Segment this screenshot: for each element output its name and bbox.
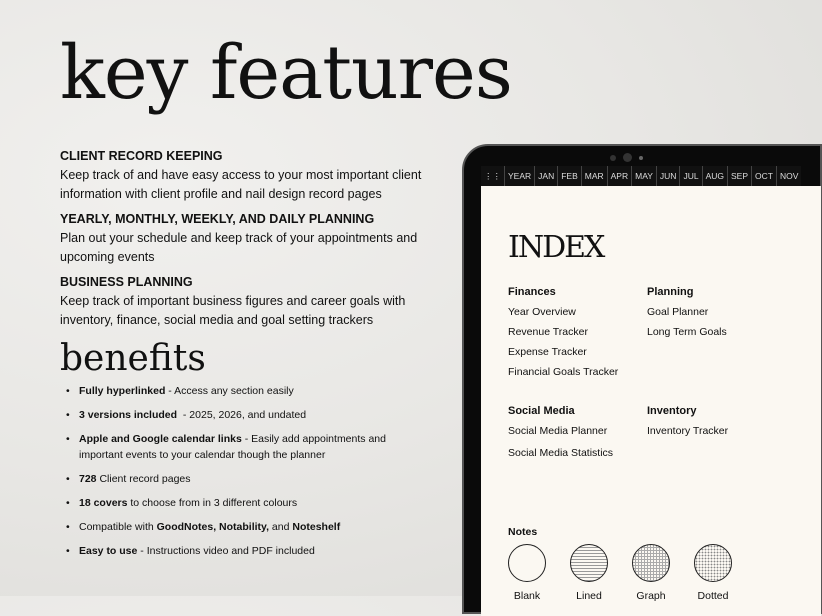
benefit-text: - Access any section easily xyxy=(165,385,294,397)
feature-heading: YEARLY, MONTHLY, WEEKLY, AND DAILY PLANNING xyxy=(60,212,375,226)
benefit-text: - 2025, 2026, and undated xyxy=(177,409,307,421)
section-heading: Inventory xyxy=(647,405,697,417)
planning-section xyxy=(647,286,727,342)
dotted-circle-icon xyxy=(694,544,732,582)
feature-text: Keep track of and have easy access to your most important client information with client profile and nail design record pages xyxy=(60,168,422,201)
tab-aug[interactable]: AUG xyxy=(702,166,727,186)
finances-section xyxy=(508,286,618,382)
benefit-bold: 18 covers xyxy=(79,497,128,509)
lined-circle-icon xyxy=(570,544,608,582)
index-link[interactable]: Long Term Goals xyxy=(647,326,727,338)
benefits-title: benefits xyxy=(60,338,206,379)
tablet-screen xyxy=(481,186,821,616)
left-column xyxy=(60,148,460,567)
feature-text: Keep track of important business figures and career goals with inventory, finance, social media and goal setting trackers xyxy=(60,294,406,327)
graph-circle-icon xyxy=(632,544,670,582)
benefit-bold: 3 versions included xyxy=(79,409,178,421)
feature-heading: BUSINESS PLANNING xyxy=(60,275,193,289)
tab-jun[interactable]: JUN xyxy=(656,166,680,186)
grid-menu-icon[interactable]: ⋮⋮ xyxy=(484,171,501,181)
tab-jul[interactable]: JUL xyxy=(679,166,701,186)
tab-sep[interactable]: SEP xyxy=(727,166,751,186)
tab-apr[interactable]: APR xyxy=(607,166,631,186)
note-label: Lined xyxy=(576,590,602,602)
benefit-bold: Noteshelf xyxy=(292,521,341,533)
inventory-section xyxy=(647,405,728,441)
notes-graph[interactable] xyxy=(629,544,673,602)
list-item xyxy=(66,471,426,487)
feature-heading: CLIENT RECORD KEEPING xyxy=(60,149,223,163)
benefit-text: - Instructions video and PDF included xyxy=(137,545,315,557)
tab-year[interactable]: YEAR xyxy=(504,166,534,186)
benefit-text: to choose from in 3 different colours xyxy=(127,497,298,509)
benefit-bold: GoodNotes, Notability, xyxy=(156,521,270,533)
list-item xyxy=(66,519,426,535)
tab-mar[interactable]: MAR xyxy=(581,166,607,186)
note-label: Blank xyxy=(513,590,541,602)
benefit-text: Client record pages xyxy=(96,473,191,485)
feature-text: Plan out your schedule and keep track of your appointments and upcoming events xyxy=(60,231,418,264)
section-heading: Social Media xyxy=(508,405,575,417)
notes-dotted[interactable] xyxy=(691,544,735,602)
index-link[interactable]: Year Overview xyxy=(508,306,576,318)
tab-jan[interactable]: JAN xyxy=(534,166,557,186)
page-title: key features xyxy=(60,30,512,116)
benefit-bold: 728 xyxy=(79,473,97,485)
note-label: Dotted xyxy=(697,590,729,602)
social-section xyxy=(508,405,613,463)
tab-feb[interactable]: FEB xyxy=(557,166,581,186)
notes-lined[interactable] xyxy=(567,544,611,602)
benefits-list xyxy=(66,383,426,567)
tablet-mockup xyxy=(462,144,822,614)
month-tab-bar xyxy=(481,166,801,186)
camera-icon xyxy=(610,153,643,162)
feature-business xyxy=(60,274,460,330)
index-link[interactable]: Revenue Tracker xyxy=(508,326,588,338)
tab-nov[interactable]: NOV xyxy=(776,166,801,186)
benefit-text: and xyxy=(269,521,293,533)
list-item xyxy=(66,495,426,511)
index-link[interactable]: Social Media Statistics xyxy=(508,447,614,459)
tab-may[interactable]: MAY xyxy=(631,166,656,186)
benefit-text: - Easily add appointments and important events to your calendar though the planner xyxy=(79,433,386,461)
note-label: Graph xyxy=(636,590,666,602)
section-heading: Planning xyxy=(647,286,694,298)
benefit-bold: Apple and Google calendar links xyxy=(79,433,242,445)
list-item xyxy=(66,543,426,559)
index-link[interactable]: Goal Planner xyxy=(647,306,709,318)
index-link[interactable]: Social Media Planner xyxy=(508,425,608,437)
blank-circle-icon xyxy=(508,544,546,582)
index-title: INDEX xyxy=(508,230,604,265)
tab-oct[interactable]: OCT xyxy=(751,166,776,186)
index-link[interactable]: Inventory Tracker xyxy=(647,425,729,437)
section-heading: Finances xyxy=(508,286,556,298)
benefit-text: Compatible with xyxy=(79,521,157,533)
list-item xyxy=(66,383,426,399)
index-link[interactable]: Financial Goals Tracker xyxy=(508,366,619,378)
benefit-bold: Fully hyperlinked xyxy=(79,385,166,397)
feature-client-record xyxy=(60,148,460,204)
notes-heading: Notes xyxy=(508,526,538,538)
notes-blank[interactable] xyxy=(505,544,549,602)
index-link[interactable]: Expense Tracker xyxy=(508,346,587,358)
list-item xyxy=(66,431,426,463)
list-item xyxy=(66,407,426,423)
feature-planning xyxy=(60,211,460,267)
benefit-bold: Easy to use xyxy=(79,545,138,557)
